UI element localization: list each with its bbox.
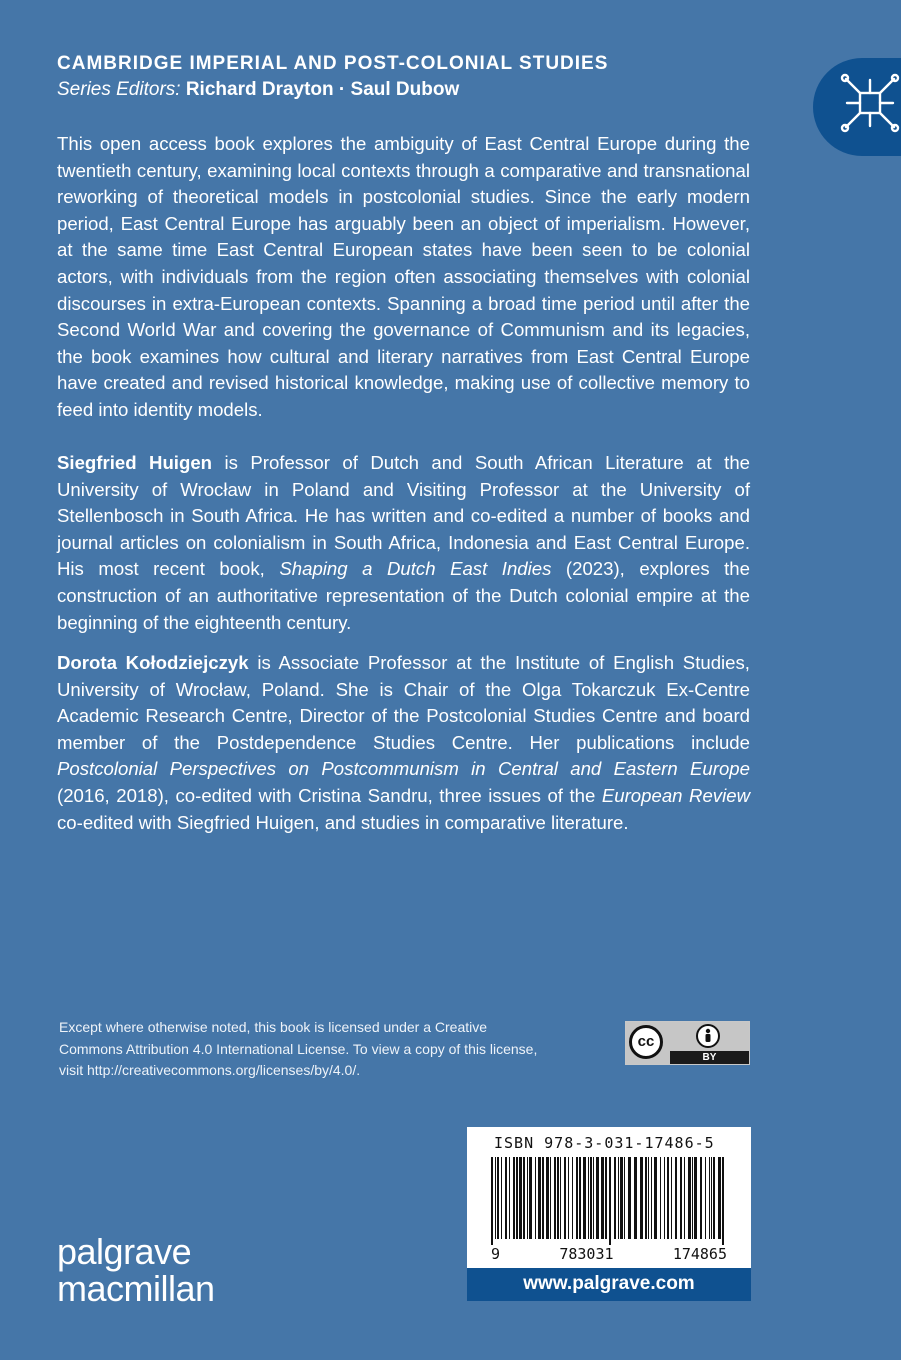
- series-editors: [57, 79, 459, 101]
- barcode-bar: [568, 1157, 569, 1239]
- barcode-bar: [680, 1157, 682, 1239]
- publisher-website: www.palgrave.com: [467, 1268, 751, 1301]
- barcode-bar: [667, 1157, 669, 1239]
- barcode-bar: [523, 1157, 525, 1239]
- barcode-bar: [628, 1157, 631, 1239]
- barcode-bar: [609, 1157, 611, 1245]
- barcode-bar: [675, 1157, 677, 1239]
- barcode-bar: [590, 1157, 592, 1239]
- barcode-bar: [596, 1157, 599, 1239]
- barcode-bars: [491, 1157, 727, 1245]
- barcode-bar: [509, 1157, 510, 1239]
- barcode-bar: [583, 1157, 586, 1239]
- attribution-person-icon: [696, 1024, 720, 1048]
- barcode-bar: [684, 1157, 685, 1239]
- barcode-bar: [513, 1157, 515, 1239]
- series-editors-label: Series Editors:: [57, 79, 181, 100]
- barcode-bar: [705, 1157, 706, 1239]
- barcode-bar: [560, 1157, 561, 1239]
- barcode-bar: [529, 1157, 532, 1239]
- series-title: CAMBRIDGE IMPERIAL AND POST-COLONIAL STUDIES: [57, 53, 609, 74]
- barcode-bar: [660, 1157, 661, 1239]
- barcode-bar: [579, 1157, 581, 1239]
- barcode-bar: [718, 1157, 721, 1239]
- publisher-logo-line2: macmillan: [57, 1268, 215, 1309]
- barcode-bar: [692, 1157, 693, 1239]
- barcode-bar: [593, 1157, 594, 1239]
- barcode-bar: [634, 1157, 637, 1239]
- barcode-bar: [645, 1157, 647, 1239]
- barcode-bar: [554, 1157, 556, 1239]
- barcode-bar: [654, 1157, 657, 1239]
- barcode-bar: [535, 1157, 536, 1239]
- license-notice: Except where otherwise noted, this book is licensed under a Creative Commons Attribution 4.0 International License. To view a copy of this license, visit http://creativecommons.org/licenses/by/4.0/.: [59, 1019, 538, 1078]
- barcode-bar: [709, 1157, 710, 1239]
- author-bio-huigen: Siegfried Huigen is Professor of Dutch and South African Literature at the University of Wrocław in Poland and Visiting Professor at the University of Stellenbosch in South Africa. He has written and co-edited a number of books and journal articles on colonialism in South Africa, Indonesia and East Central Europe. His most recent book, Shaping a Dutch East Indies (2023), explores the construction of an authoritative representation of the Dutch colonial empire at the beginning of the eighteenth century.: [57, 452, 750, 633]
- description-text: This open access book explores the ambiguity of East Central Europe during the twentieth century, examining local contexts through a comparative and transnational reworking of theoretical models in postcolonial studies. Since the early modern period, East Central Europe has arguably been an object of imperialism. However, at the same time East Central European states have been seen to be colonial actors, with individuals from the region often associating themselves with colonial discourses in extra-European contexts. Spanning a broad time period until after the Second World War and covering the governance of Communism and its legacies, the book examines how cultural and literary narratives from East Central Europe have created and revised historical knowledge, making use of collective memory to feed into identity models.: [57, 133, 750, 420]
- barcode-bar: [640, 1157, 643, 1239]
- barcode-bar: [588, 1157, 589, 1239]
- barcode-bar: [605, 1157, 607, 1239]
- barcode-bar: [620, 1157, 623, 1239]
- barcode-bar: [576, 1157, 578, 1239]
- cc-by-label: BY: [670, 1051, 749, 1064]
- barcode-bar: [614, 1157, 616, 1239]
- barcode-bar: [664, 1157, 665, 1239]
- barcode-bar: [564, 1157, 566, 1239]
- cc-icon: cc: [629, 1025, 663, 1059]
- barcode-bar: [505, 1157, 507, 1239]
- author-name: Siegfried Huigen: [57, 452, 213, 473]
- barcode-bar: [550, 1157, 551, 1239]
- barcode-bar: [491, 1157, 493, 1245]
- isbn-barcode: [467, 1127, 751, 1268]
- book-title: Shaping a Dutch East Indies: [279, 558, 552, 580]
- barcode-bar: [542, 1157, 544, 1239]
- barcode-bar: [618, 1157, 619, 1239]
- series-editors-names: Richard Drayton · Saul Dubow: [185, 79, 460, 100]
- isbn-text: ISBN 978-3-031-17486-5: [494, 1134, 715, 1152]
- barcode-bar: [601, 1157, 604, 1239]
- barcode-bar: [501, 1157, 502, 1239]
- barcode-bar: [527, 1157, 528, 1239]
- barcode-bar: [694, 1157, 697, 1239]
- barcode-bar: [722, 1157, 724, 1245]
- barcode-bar: [497, 1157, 499, 1239]
- barcode-digits: 9 783031 174865: [491, 1245, 727, 1263]
- book-title: Postcolonial Perspectives on Postcommunism in Central and Eastern Europe: [57, 758, 750, 780]
- barcode-bar: [624, 1157, 625, 1239]
- cc-by-badge: [625, 1021, 750, 1065]
- barcode-bar: [700, 1157, 702, 1239]
- author-name: Dorota Kołodziejczyk: [57, 652, 249, 673]
- journal-title: European Review: [601, 784, 750, 806]
- barcode-bar: [688, 1157, 691, 1239]
- network-node-icon: [839, 72, 901, 134]
- publisher-logo-line1: palgrave: [57, 1231, 192, 1272]
- barcode-bar: [519, 1157, 522, 1239]
- barcode-bar: [572, 1157, 573, 1239]
- barcode-bar: [711, 1157, 712, 1239]
- barcode-bar: [516, 1157, 518, 1239]
- barcode-bar: [713, 1157, 715, 1239]
- barcode-bar: [648, 1157, 649, 1239]
- barcode-bar: [557, 1157, 559, 1239]
- barcode-bar: [538, 1157, 541, 1239]
- author-bio-kolodziejczyk: Dorota Kołodziejczyk is Associate Professor at the Institute of English Studies, University of Wrocław, Poland. She is Chair of the Olga Tokarczuk Ex-Centre Academic Research Centre, Director of the Postcolonial Studies Centre and board member of the Postdependence Studies Centre. Her publications include Postcolonial Perspectives on Postcommunism in Central and Eastern Europe (2016, 2018), co-edited with Cristina Sandru, three issues of the European Review co-edited with Siegfried Huigen, and studies in comparative literature.: [57, 652, 750, 833]
- book-description: [57, 131, 750, 424]
- barcode-bar: [495, 1157, 496, 1239]
- barcode-bar: [546, 1157, 549, 1239]
- series-badge: [813, 58, 901, 156]
- barcode-bar: [651, 1157, 652, 1239]
- barcode-bar: [671, 1157, 672, 1239]
